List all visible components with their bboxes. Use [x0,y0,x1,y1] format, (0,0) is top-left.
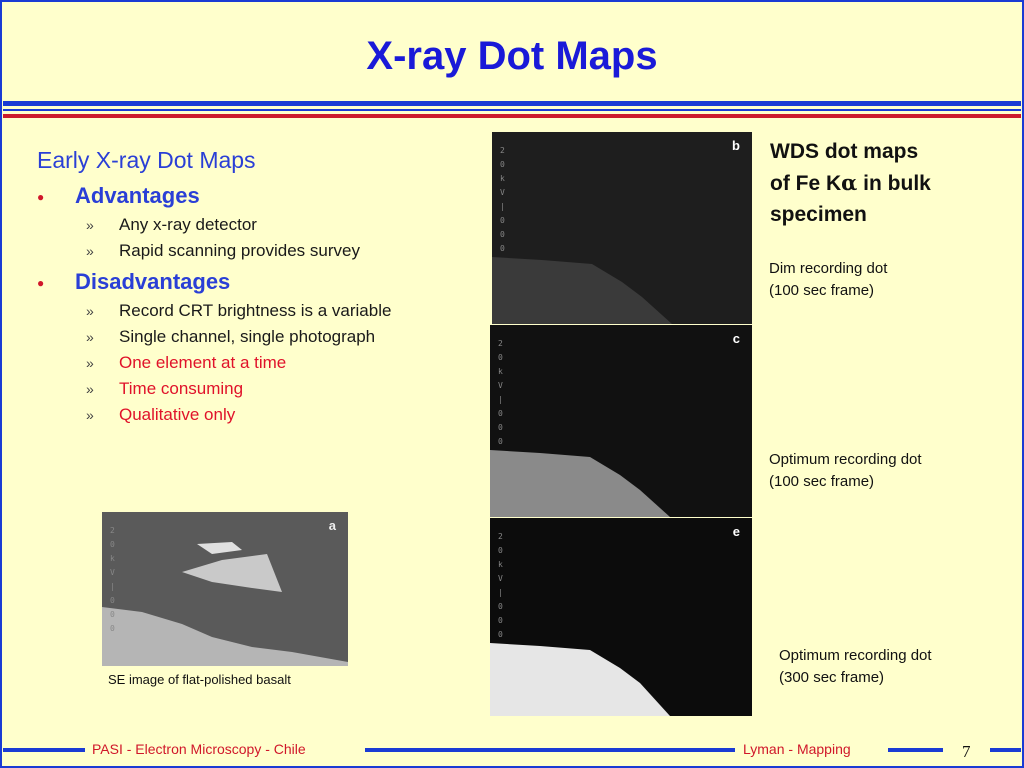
disadvantage-item: One element at a time [119,353,287,372]
footer-rule [3,748,85,752]
advantage-item: Rapid scanning provides survey [119,241,360,260]
dot-map-panel-b [492,132,752,324]
scale-ticks: 2 0 k V | 0 0 0 [500,146,505,253]
panel-letter: a [328,518,336,533]
wds-line-2: of Fe Kα in bulk [770,170,931,195]
wds-heading [770,136,931,230]
title-rule-blue-thin [3,109,1021,111]
disadvantage-item: Qualitative only [119,405,236,424]
panel-letter: b [732,138,740,153]
dot-map-panel-c [490,325,752,517]
wds-line-3: specimen [770,203,867,226]
bullet-dot-icon: ● [37,276,45,290]
disadvantage-item: Time consuming [119,379,244,398]
dot-map-panel-e [490,518,752,716]
chevron-icon: » [86,407,94,423]
scale-ticks: 2 0 k V | 0 0 0 [498,532,503,639]
disadvantage-item: Record CRT brightness is a variable [119,301,392,320]
footer-left-text: PASI - Electron Microscopy - Chile [92,741,306,757]
footer-rule [990,748,1021,752]
chevron-icon: » [86,303,94,319]
title-rule-blue-top [3,101,1021,106]
panel-e-caption: Optimum recording dot (300 sec frame) [779,647,932,686]
chevron-icon: » [86,329,94,345]
slide-title: X-ray Dot Maps [366,34,658,78]
panel-c-caption: Optimum recording dot (100 sec frame) [769,451,922,490]
disadvantages-label: Disadvantages [75,269,231,294]
page-number: 7 [962,742,971,761]
advantage-item: Any x-ray detector [119,215,257,234]
footer-rule [888,748,943,752]
scale-ticks: 2 0 k V | 0 0 0 [110,526,115,633]
panel-b-caption: Dim recording dot (100 sec frame) [769,260,888,299]
wds-line-1: WDS dot maps [770,140,919,163]
chevron-icon: » [86,381,94,397]
footer-right-text: Lyman - Mapping [743,741,851,757]
bullet-dot-icon: ● [37,190,45,204]
advantages-label: Advantages [75,183,200,208]
disadvantage-item: Single channel, single photograph [119,327,376,346]
se-image [102,512,348,666]
section-heading: Early X-ray Dot Maps [37,147,256,173]
chevron-icon: » [86,243,94,259]
chevron-icon: » [86,217,94,233]
chevron-icon: » [86,355,94,371]
title-rule-red [3,114,1021,118]
panel-letter: c [732,331,740,346]
se-image-caption: SE image of flat-polished basalt [108,672,291,687]
scale-ticks: 2 0 k V | 0 0 0 [498,339,503,446]
panel-letter: e [732,524,740,539]
footer-rule [365,748,735,752]
